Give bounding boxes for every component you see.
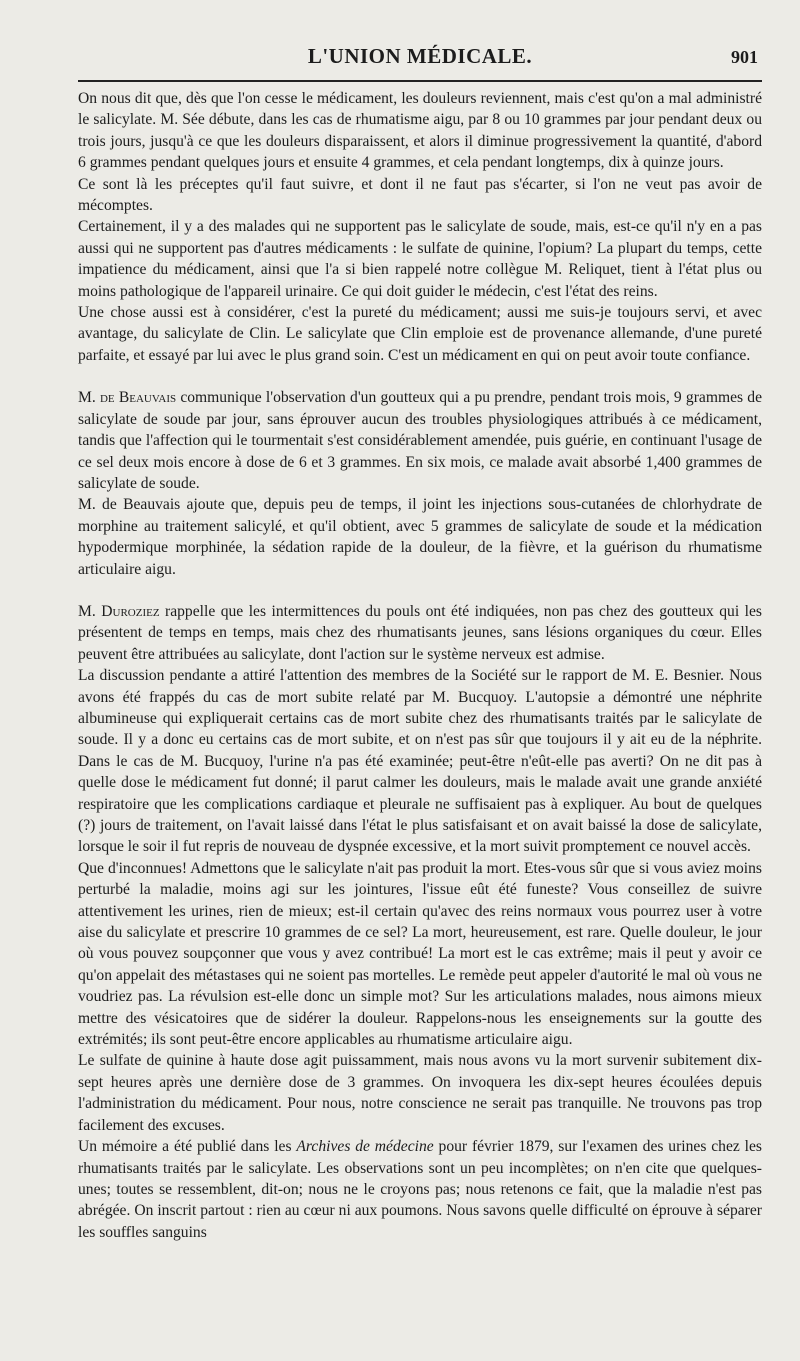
paragraph-4: Une chose aussi est à considérer, c'est la pureté du médicament; aussi me suis-je toujours servi, et avec avantage, du salicylate de Clin. Le salicylate que Clin emploie est de provenance allemande, d'une pureté parfaite, et essayé par lui avec le plus grand soin. C'est un médicament en qui on peut avoir toute confiance. bbox=[78, 304, 762, 364]
paragraph-8: La discussion pendante a attiré l'attention des membres de la Société sur le rapport de M. E. Besnier. Nous avons été frappés du cas de mort subite relaté par M. Bucquoy. L'autopsie a démontré une néphrite albumineuse qui expliquerait certains cas de mort subite chez des rhumatisants traités par le salicylate de soude. Il y a donc eu certains cas de mort subite, et on n'est pas sûr que toujours il y ait eu de la néphrite. Dans le cas de M. Bucquoy, l'urine n'a pas été examinée; peut-être n'eût-elle pas averti? On ne dit pas à quelle dose le médicament fut donné; il parut calmer les douleurs, mais le malade avait une grande anxiété respiratoire que les complications cardiaque et pleurale ne suffisaient pas à expliquer. Au bout de quelques (?) jours de traitement, on l'avait laissé dans l'état le plus satisfaisant et on avait baissé la dose de salicylate, lorsque le soir il fut repris de nouveau de dyspnée excessive, et la mort suivit promptement ce nouvel accès. bbox=[78, 667, 762, 856]
journal-title: L'UNION MÉDICALE. bbox=[307, 44, 533, 68]
page-header bbox=[78, 0, 762, 74]
speaker-name: M. Duroziez bbox=[78, 602, 160, 620]
journal-reference: Archives de médecine bbox=[296, 1138, 434, 1156]
article-body bbox=[78, 74, 762, 1243]
paragraph-2: Ce sont là les préceptes qu'il faut suivre, et dont il ne faut pas s'écarter, si l'on ne veut pas avoir de mécomptes. bbox=[78, 175, 762, 215]
paragraph-5: M. de Beauvais communique l'observation d'un goutteux qui a pu prendre, pendant trois mois, 9 grammes de salicylate de soude par jour, sans éprouver aucun des troubles physiologiques attribués à ce médicament, tandis que l'affection qui le tourmentait s'est considérablement amendée, puis guérie, en continuant l'usage de ce sel deux mois encore à dose de 6 et 3 grammes. En six mois, ce malade avait absorbé 1,400 grammes de salicylate de soude. bbox=[78, 389, 763, 492]
header-rule bbox=[78, 80, 762, 82]
paragraph-1: On nous dit que, dès que l'on cesse le médicament, les douleurs reviennent, mais c'est qu'on a mal administré le salicylate. M. Sée débute, dans les cas de rhumatisme aigu, par 8 ou 10 grammes par jour pendant deux ou trois jours, jusqu'à ce que les douleurs disparaissent, et alors il diminue progressivement la quantité, d'abord 6 grammes pendant quelques jours et ensuite 4 grammes, et cela pendant longtemps, dix à quinze jours. bbox=[78, 90, 762, 172]
page-number: 901 bbox=[731, 47, 758, 67]
paragraph-11: Un mémoire a été publié dans les Archives de médecine pour février 1879, sur l'examen des urines chez les rhumatisants traités par le salicylate. Les observations sont un peu incomplètes; on n'en cite que quelques-unes; toutes se ressemblent, dit-on; nous ne le croyons pas; nous retenons ce fait, que la maladie n'est pas abrégée. On inscrit partout : rien au cœur ni aux poumons. Nous savons quelle difficulté on éprouve à séparer les souffles sanguins bbox=[78, 1138, 762, 1241]
paragraph-9: Que d'inconnues! Admettons que le salicylate n'ait pas produit la mort. Etes-vous sûr que si vous aviez moins perturbé la maladie, moins agi sur les jointures, l'issue eût été funeste? Vous conseillez de suivre attentivement les urines, rien de mieux; est-il certain qu'avec des reins normaux vous pourrez user à votre aise du salicylate et prescrire 10 grammes de ce sel? La mort, heureusement, est rare. Quelle douleur, le jour où vous pouvez soupçonner que vous y avez contribué! La mort est le cas extrême; mais il peut y avoir ce qu'on appelait des métastases qui ne soient pas mortelles. Le remède peut appeler d'autorité le mal où vous ne voudriez pas. La révulsion est-elle donc un simple mot? Sur les articulations malades, nous aimons mieux mettre des vésicatoires que de sidérer la douleur. Rappelons-nous les enseignements sur la goutte des extrémités; ils sont peut-être encore applicables au rhumatisme articulaire aigu. bbox=[78, 859, 762, 1049]
speaker-name: M. de Beauvais bbox=[78, 389, 177, 407]
paragraph-10: Le sulfate de quinine à haute dose agit puissamment, mais nous avons vu la mort survenir subitement dix-sept heures après une dernière dose de 3 grammes. On invoquera les dix-sept heures écoulées depuis l'administration du médicament. Pour nous, notre conscience ne serait pas tranquille. Ne trouvons pas trop facilement des excuses. bbox=[78, 1052, 762, 1134]
paragraph-7: M. Duroziez rappelle que les intermittences du pouls ont été indiquées, non pas chez des goutteux qui les présentent de temps en temps, mais chez des rhumatisants jeunes, sans lésions organiques du cœur. Elles peuvent être attribuées au salicylate, dont l'action sur le système nerveux est admise. bbox=[78, 602, 762, 663]
paragraph-6: M. de Beauvais ajoute que, depuis peu de temps, il joint les injections sous-cutanées de chlorhydrate de morphine au traitement salicylé, et qu'il obtient, avec 5 grammes de salicylate de soude et la médication hypodermique morphinée, la sédation rapide de la douleur, de la fièvre, et la guérison du rhumatisme articulaire aigu. bbox=[78, 496, 762, 578]
paragraph-3: Certainement, il y a des malades qui ne supportent pas le salicylate de soude, mais, est-ce qu'il n'y en a pas aussi qui ne supportent pas d'autres médicaments : le sulfate de quinine, l'opium? La plupart du temps, cette impatience du médicament, ainsi que l'a si bien rappelé notre collègue M. Reliquet, tient à l'état plus ou moins pathologique de l'appareil urinaire. Ce qui doit guider le médecin, c'est l'état des reins. bbox=[78, 218, 762, 300]
